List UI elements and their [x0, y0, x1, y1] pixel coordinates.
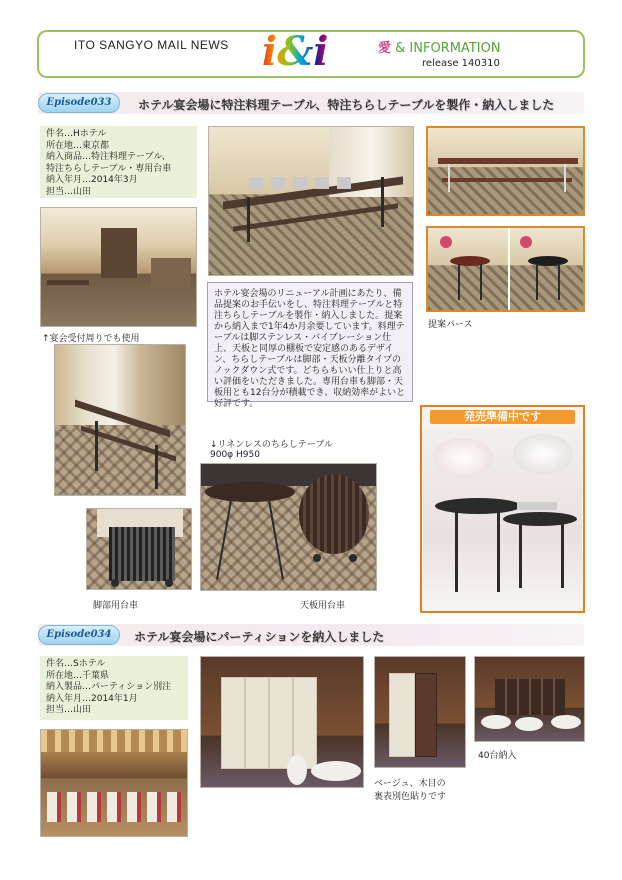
episode33-description: ホテル宴会場のリニューアル計画にあたり、備品提案のお手伝いをし、特注料理テーブルと特注ちらしテーブルを製作・納入しました。提案から納入まで1年4か月余要しています。料理テーブルは脚ステンレス・バイブレーション仕上、天板と同厚の棚板で安定感のあるデザイン、ちらしテーブルは脚部・天板分離タイプのノックダウン式です。どちらもいい仕上りと高い評価をいただきました。専用台車も脚部・天板用とも12台分が積載でき、収納効率がよいと好評です。 [207, 282, 413, 402]
reception-photo [40, 207, 197, 327]
banquet-hall-photo [40, 729, 188, 837]
caption-color-2: 裏表別色貼りです [374, 792, 447, 802]
episode33-info-box [40, 126, 197, 198]
caption-chirashi: ↓リネンレスのちらしテーブル [210, 440, 334, 450]
info-line: 納入商品…特注料理テーブル、 [46, 152, 171, 162]
info-line: 特注ちらしテーブル・専用台車 [46, 163, 172, 174]
chirashi-table-and-top-cart-photo [200, 463, 377, 591]
info-line: 件名…Hホテル [46, 129, 107, 139]
info-line: 納入製品…パーティション別注 [46, 682, 172, 692]
caption-size: 900φ H950 [210, 450, 260, 460]
episode33-title: ホテル宴会場に特注料理テーブル、特注ちらしテーブルを製作・納入しました [138, 98, 555, 112]
ii-logo: i&i [262, 28, 329, 75]
partition-photo-hall [474, 656, 585, 742]
episode34-tag: Episode034 [38, 625, 120, 645]
info-line: 所在地…東京都 [46, 140, 110, 151]
episode34-title: ホテル宴会場にパーティションを納入しました [134, 630, 385, 644]
partition-photo-front [200, 656, 364, 788]
partition-photo-side [374, 656, 466, 768]
caption-count: 40台納入 [478, 751, 517, 761]
info-line: 担当…山田 [46, 186, 92, 197]
episode34-info-box [40, 656, 188, 720]
proposal-render-cooking-table [426, 126, 585, 216]
caption-reception: ↑宴会受付周りでも使用 [42, 334, 140, 344]
info-line: 担当…山田 [46, 705, 92, 715]
information-label [378, 37, 501, 56]
sale-banner: 発売準備中です [430, 410, 575, 424]
caption-top-cart: 天板用台車 [300, 601, 346, 611]
cooking-table-photo [208, 126, 414, 276]
sale-product-photo [423, 428, 582, 610]
release-number: release 140310 [422, 58, 500, 69]
caption-color-1: ベージュ、木目の [374, 779, 446, 789]
proposal-render-chirashi-table [426, 226, 585, 312]
newsletter-title: ITO SANGYO MAIL NEWS [74, 38, 229, 52]
info-line: 件名…Sホテル [46, 659, 106, 669]
caption-proposal: 提案パース [428, 320, 473, 330]
information-text: & INFORMATION [391, 41, 501, 56]
info-line: 所在地…千葉県 [46, 670, 110, 681]
leg-cart-photo [86, 508, 192, 590]
info-line: 納入年月…2014年1月 [46, 693, 138, 704]
banquet-hall-tables-photo [54, 344, 186, 496]
ai-label: 愛 [378, 41, 392, 56]
info-line: 納入年月…2014年3月 [46, 175, 138, 185]
caption-leg-cart: 脚部用台車 [93, 601, 139, 611]
episode33-tag: Episode033 [38, 93, 120, 113]
